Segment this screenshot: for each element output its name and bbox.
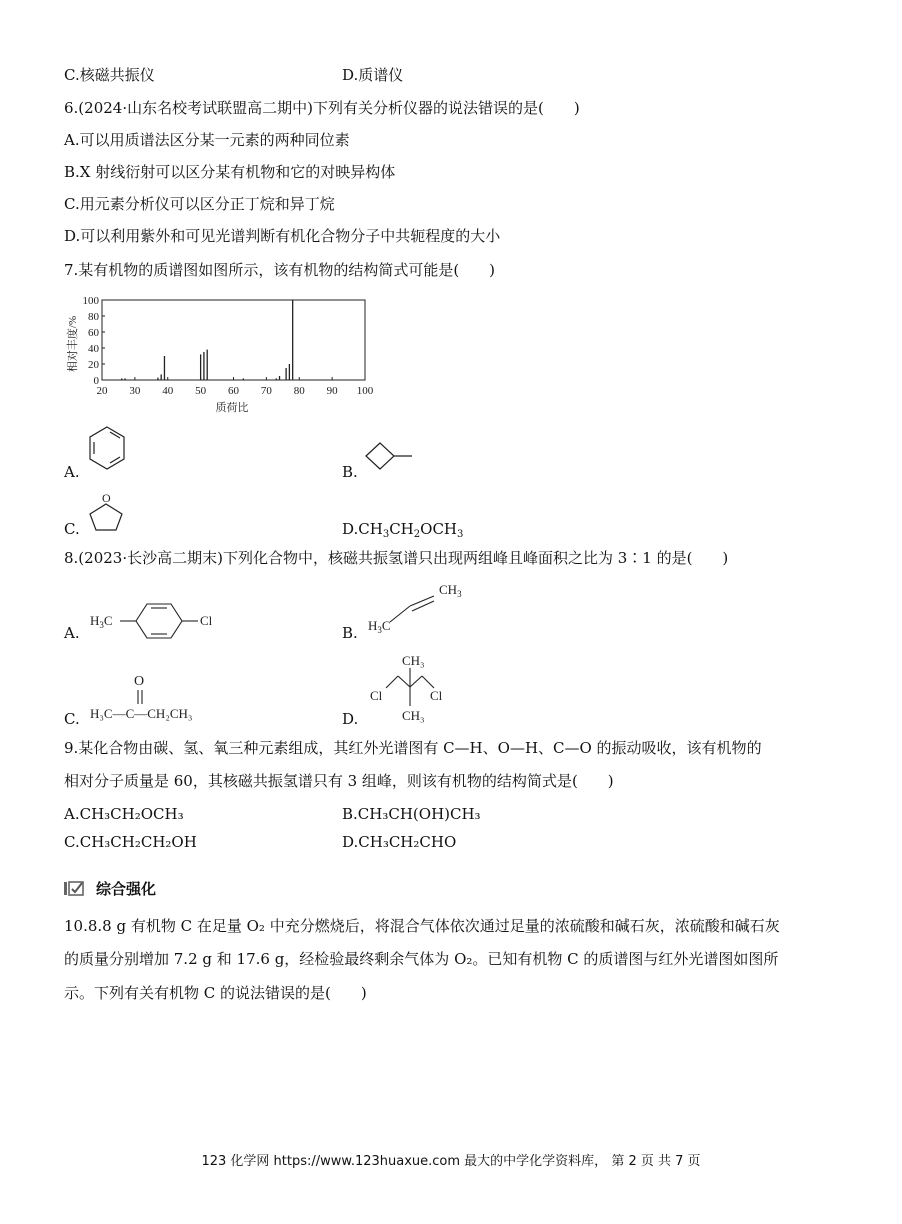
x-tick-label: 30 (129, 385, 141, 397)
q9-stem-line1: 9.某化合物由碳、氢、氧三种元素组成，其红外光谱图有 C—H、O—H、C—O 的振动吸收，该有机物的 (64, 739, 762, 757)
svg-text:H₃C—C—CH₂CH₃: H₃C—C—CH₂CH₃ (90, 706, 193, 721)
x-tick-label: 90 (326, 385, 338, 397)
q7-stem: 7.某有机物的质谱图如图所示，该有机物的结构简式可能是( ) (64, 261, 496, 279)
y-tick-label: 0 (93, 375, 99, 387)
chart-plot-frame (102, 300, 365, 380)
x-tick-label: 60 (228, 385, 239, 397)
section-title: 综合强化 (96, 879, 157, 898)
q9-option-d: D.CH₃CH₂CHO (342, 833, 457, 851)
p-chlorotoluene-structure (90, 598, 230, 642)
tetrahydrofuran-structure (84, 488, 130, 534)
x-tick-label: 100 (356, 385, 374, 397)
x-tick-label: 40 (162, 385, 174, 397)
checklist-icon (64, 879, 88, 897)
x-tick-label: 80 (293, 385, 305, 397)
dichloro-dimethylpropane-structure (368, 650, 468, 724)
q7-option-d: $D.CH_3CH_2OCH_3$ (342, 520, 464, 540)
q10-line2: 的质量分别增加 7.2 g 和 17.6 g，经检验最终剩余气体为 O₂。已知有机物 C 的质谱图与红外光谱图如图所 (64, 950, 779, 968)
svg-text:CH₃: CH₃ (402, 653, 425, 668)
q6-option-a: A.可以用质谱法区分某一元素的两种同位素 (64, 131, 350, 149)
q8-option-c-label: C. (64, 710, 80, 728)
benzene-structure (86, 424, 128, 476)
q8-option-a-label: A. (64, 624, 80, 642)
chart-y-axis-label: 相对丰度/% (67, 315, 79, 373)
x-tick-label: 70 (260, 385, 272, 397)
page-footer: 123 化学网 https://www.123huaxue.com 最大的中学化学资料库， 第 2 页 共 7 页 (201, 1154, 701, 1169)
thf-oxygen-label: O (102, 491, 111, 505)
svg-text:O: O (134, 674, 145, 689)
y-tick-label: 100 (82, 295, 99, 307)
svg-text:Cl: Cl (200, 613, 213, 628)
chart-x-axis-label: 质荷比 (215, 402, 249, 414)
y-tick-label: 40 (88, 343, 99, 355)
q5-option-d: D.质谱仪 (342, 66, 404, 84)
q9-stem-line2: 相对分子质量是 60，其核磁共振氢谱只有 3 组峰，则该有机物的结构简式是( ) (64, 772, 614, 790)
q9-option-c: C.CH₃CH₂CH₂OH (64, 833, 197, 851)
q8-stem: 8.(2023·长沙高二期末)下列化合物中，核磁共振氢谱只出现两组峰且峰面积之比为 3∶1 的是( ) (64, 549, 729, 567)
svg-text:Cl: Cl (430, 688, 443, 703)
x-tick-label: 50 (195, 385, 207, 397)
svg-text:H3C: $H_3C$ (368, 618, 391, 635)
svg-text:CH3: $CH_3$ (439, 582, 462, 599)
y-tick-label: 60 (88, 327, 99, 339)
q9-option-a: A.CH₃CH₂OCH₃ (64, 805, 184, 823)
section-header (64, 877, 156, 899)
svg-text:H3C: $H_3C$ (90, 613, 113, 630)
q9-option-b: B.CH₃CH(OH)CH₃ (342, 805, 481, 823)
q6-option-d: D.可以利用紫外和可见光谱判断有机化合物分子中共轭程度的大小 (64, 227, 501, 245)
q6-option-b: B.X 射线衍射可以区分某有机物和它的对映异构体 (64, 163, 396, 181)
q5-option-c: C.核磁共振仪 (64, 66, 155, 84)
methylcyclobutane-structure (360, 438, 420, 480)
q6-option-c: C.用元素分析仪可以区分正丁烷和异丁烷 (64, 195, 335, 213)
y-tick-label: 20 (88, 359, 99, 371)
q7-option-b-label: B. (342, 463, 358, 481)
2-butene-structure (368, 578, 478, 638)
q10-line1: 10.8.8 g 有机物 C 在足量 O₂ 中充分燃烧后，将混合气体依次通过足量的浓硫酸和碱石灰，浓硫酸和碱石灰 (64, 917, 780, 935)
svg-text:CH₃: CH₃ (402, 708, 425, 723)
mass-spectrum-chart (60, 292, 380, 417)
q8-option-d-label: D. (342, 710, 359, 728)
q7-option-c-label: C. (64, 520, 80, 538)
q7-option-a-label: A. (64, 463, 80, 481)
q8-option-b-label: B. (342, 624, 358, 642)
butanone-structure (90, 668, 230, 724)
q10-line3: 示。下列有关有机物 C 的说法错误的是( ) (64, 984, 367, 1002)
y-tick-label: 80 (88, 311, 99, 323)
svg-text:Cl: Cl (370, 688, 383, 703)
q6-stem: 6.(2024·山东名校考试联盟高二期中)下列有关分析仪器的说法错误的是( ) (64, 99, 580, 117)
x-tick-label: 20 (96, 385, 108, 397)
